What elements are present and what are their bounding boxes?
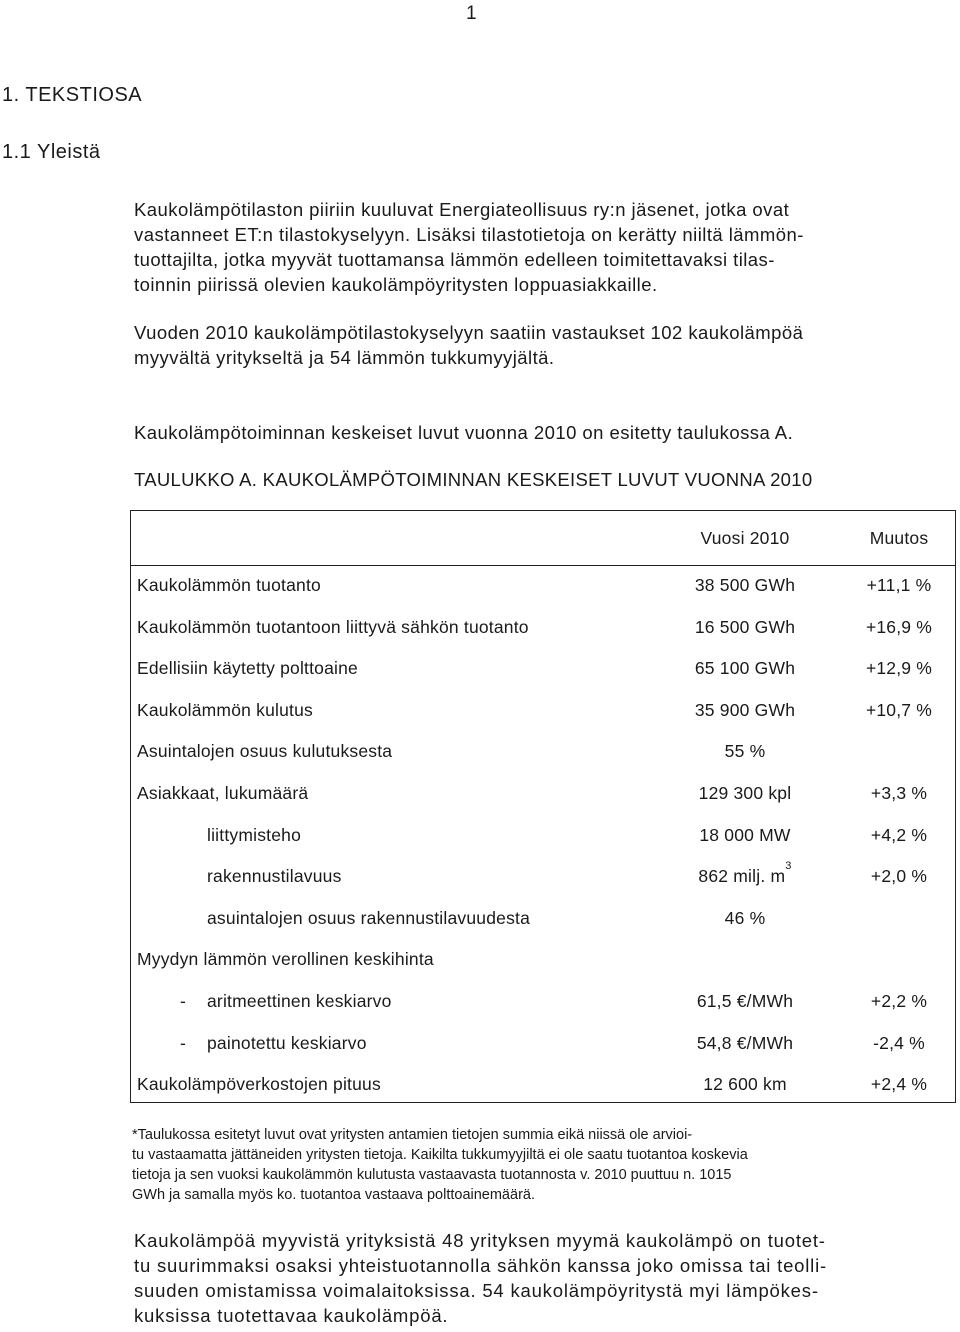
row-change: +10,7 % bbox=[865, 700, 933, 720]
row-label: Myydyn lämmön verollinen keskihinta bbox=[137, 949, 434, 969]
column-header-change: Muutos bbox=[869, 528, 929, 548]
row-label: Kaukolämmön kulutus bbox=[137, 700, 313, 720]
table-header-divider bbox=[130, 565, 956, 566]
text-line: Kaukolämpötilaston piiriin kuuluvat Energiateollisuus ry:n jäsenet, jotka ovat bbox=[134, 199, 790, 220]
section-heading: 1. TEKSTIOSA bbox=[2, 84, 143, 106]
row-label: painotettu keskiarvo bbox=[207, 1033, 367, 1053]
subsection-heading: 1.1 Yleistä bbox=[2, 141, 101, 163]
row-value-text: 129 300 kpl bbox=[698, 783, 792, 803]
row-label: aritmeettinen keskiarvo bbox=[207, 991, 392, 1011]
row-label: Asiakkaat, lukumäärä bbox=[137, 783, 309, 803]
row-value bbox=[650, 1033, 840, 1054]
closing-paragraph bbox=[134, 1228, 954, 1328]
text-line: vastanneet ET:n tilastokyselyyn. Lisäksi tilastotietoja on kerätty niiltä lämmön- bbox=[134, 224, 804, 245]
row-change: +3,3 % bbox=[870, 783, 928, 803]
row-value bbox=[650, 991, 840, 1012]
row-value-text: 61,5 €/MWh bbox=[696, 991, 794, 1011]
row-change: +16,9 % bbox=[865, 617, 933, 637]
intro-paragraph bbox=[134, 197, 954, 297]
text-line: kuksissa tuotettavaa kaukolämpöä. bbox=[134, 1305, 449, 1326]
row-change: +2,2 % bbox=[870, 991, 928, 1011]
text-line: Kaukolämpötoiminnan keskeiset luvut vuonna 2010 on esitetty taulukossa A. bbox=[134, 422, 794, 443]
row-value bbox=[650, 825, 840, 846]
row-label: Kaukolämmön tuotantoon liittyvä sähkön tuotanto bbox=[137, 617, 529, 637]
row-value bbox=[650, 575, 840, 596]
text-line: tu suurimmaksi osaksi yhteistuotannolla sähkön kanssa joko omissa tai teolli- bbox=[134, 1255, 827, 1276]
row-value-text: 54,8 €/MWh bbox=[696, 1033, 794, 1053]
column-header-year: Vuosi 2010 bbox=[700, 528, 790, 548]
row-label: Edellisiin käytetty polttoaine bbox=[137, 658, 358, 678]
row-value bbox=[650, 658, 840, 679]
text-line: suuden omistamissa voimalaitoksissa. 54 kaukolämpöyritystä myi lämpökes- bbox=[134, 1280, 819, 1301]
row-label: asuintalojen osuus rakennustilavuudesta bbox=[207, 908, 531, 928]
row-value bbox=[650, 617, 840, 638]
row-value bbox=[650, 783, 840, 804]
row-label: Kaukolämmön tuotanto bbox=[137, 575, 321, 595]
row-value-text: 55 % bbox=[724, 741, 766, 761]
row-label: Asuintalojen osuus kulutuksesta bbox=[137, 741, 393, 761]
footnote-line: tu vastaamatta jättäneiden yritysten tietoja. Kaikilta tukkumyyjiltä ei ole saatu tuotantoa koskevia bbox=[132, 1147, 748, 1163]
text-line: Kaukolämpöä myyvistä yrityksistä 48 yrityksen myymä kaukolämpö on tuotet- bbox=[134, 1230, 826, 1251]
row-change: +2,0 % bbox=[870, 866, 928, 886]
row-change: +4,2 % bbox=[870, 825, 928, 845]
row-value bbox=[650, 860, 840, 887]
text-line: toinnin piirissä olevien kaukolämpöyritysten loppuasiakkaille. bbox=[134, 274, 658, 295]
row-dash: - bbox=[180, 1033, 187, 1053]
row-value-text: 38 500 GWh bbox=[694, 575, 796, 595]
footnote-line: *Taulukossa esitetyt luvut ovat yritysten antamien tietojen summia eikä niissä ole arvioi- bbox=[132, 1127, 693, 1143]
row-label: liittymisteho bbox=[207, 825, 302, 845]
row-label: Kaukolämpöverkostojen pituus bbox=[137, 1074, 381, 1094]
row-dash: - bbox=[180, 991, 187, 1011]
text-line: myyvältä yritykseltä ja 54 lämmön tukkumyyjältä. bbox=[134, 347, 555, 368]
table-title: TAULUKKO A. KAUKOLÄMPÖTOIMINNAN KESKEISET LUVUT VUONNA 2010 bbox=[134, 469, 813, 490]
row-value-text: 12 600 km bbox=[703, 1074, 787, 1094]
row-change: -2,4 % bbox=[873, 1033, 925, 1053]
row-value bbox=[650, 908, 840, 929]
page-number: 1 bbox=[466, 3, 477, 24]
footnote-line: tietoja ja sen vuoksi kaukolämmön kulutusta vastaavasta tuotannosta v. 2010 puuttuu n. 1015 bbox=[132, 1167, 732, 1183]
row-value bbox=[650, 700, 840, 721]
row-value-text: 35 900 GWh bbox=[694, 700, 796, 720]
row-value-text: 65 100 GWh bbox=[694, 658, 796, 678]
survey-paragraph bbox=[134, 320, 954, 370]
row-label: rakennustilavuus bbox=[207, 866, 342, 886]
row-value-text: 16 500 GWh bbox=[694, 617, 796, 637]
unit-exponent: 3 bbox=[785, 860, 792, 872]
row-value-text: 862 milj. m bbox=[698, 866, 786, 886]
table-footnote bbox=[132, 1125, 952, 1205]
row-value bbox=[650, 1074, 840, 1095]
row-change: +2,4 % bbox=[870, 1074, 928, 1094]
text-line: Vuoden 2010 kaukolämpötilastokyselyyn saatiin vastaukset 102 kaukolämpöä bbox=[134, 322, 804, 343]
table-reference-paragraph bbox=[134, 420, 954, 445]
row-value bbox=[650, 741, 840, 762]
text-line: tuottajilta, jotka myyvät tuottamansa lämmön edelleen toimitettavaksi tilas- bbox=[134, 249, 775, 270]
row-change: +12,9 % bbox=[865, 658, 933, 678]
row-value-text: 46 % bbox=[724, 908, 766, 928]
row-change: +11,1 % bbox=[866, 575, 932, 595]
footnote-line: GWh ja samalla myös ko. tuotantoa vastaava polttoainemäärä. bbox=[132, 1187, 535, 1203]
key-figures-table bbox=[130, 510, 956, 1103]
row-value-text: 18 000 MW bbox=[699, 825, 791, 845]
